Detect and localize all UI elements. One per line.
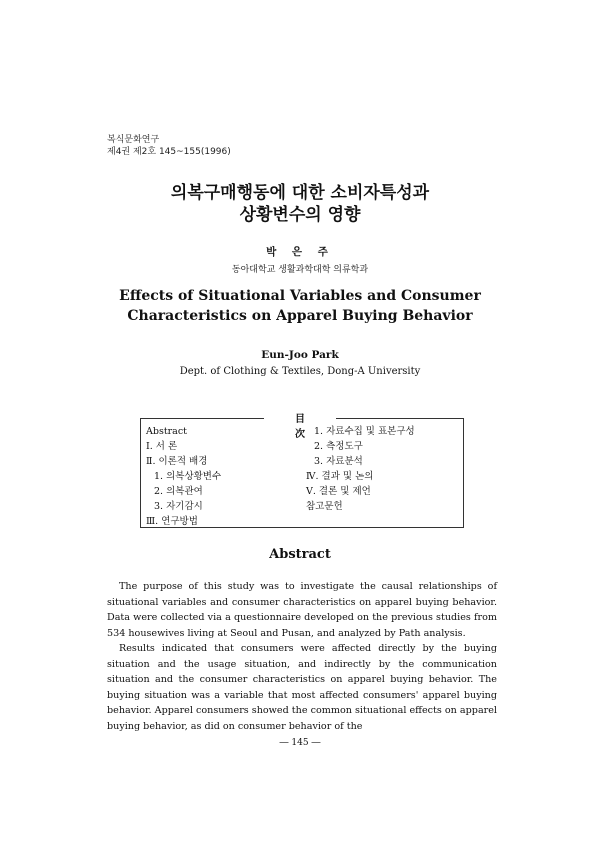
toc-item: Ⅴ. 결론 및 제언 (306, 486, 371, 497)
korean-title-line2: 상황변수의 영향 (239, 205, 361, 225)
english-title-line1: Effects of Situational Variables and Consumer (119, 288, 481, 304)
korean-author: 박 은 주 (266, 246, 334, 258)
toc-right-column (306, 424, 415, 514)
toc-item: 3. 자료분석 (314, 456, 363, 467)
toc-item: Ⅱ. 이론적 배경 (146, 456, 208, 467)
toc-item: 참고문헌 (306, 501, 343, 512)
english-affiliation: Dept. of Clothing & Textiles, Dong-A University (179, 366, 421, 377)
toc-item: Ⅲ. 연구방법 (146, 516, 198, 527)
toc-item: Ⅳ. 결과 및 논의 (306, 471, 374, 482)
abstract-body (107, 579, 497, 734)
toc-item: 2. 의복관여 (154, 486, 203, 497)
english-title-line2: Characteristics on Apparel Buying Behavior (127, 308, 473, 324)
korean-affiliation: 동아대학교 생활과학대학 의류학과 (231, 265, 369, 275)
toc-left-column (146, 424, 221, 529)
abstract-paragraph: The purpose of this study was to investigate the causal relationships of situational variables and consumer characteristics on apparel buying behavior. Data were collected via a questionnaire developed on the previous studies from 534 housewives living at Seoul and Pusan, and analyzed by Path analysis. (107, 581, 497, 639)
toc-label: 目 次 (264, 410, 336, 440)
toc-item: Abstract (146, 426, 187, 437)
abstract-paragraph: Results indicated that consumers were affected directly by the buying situation and the usage situation, and indirectly by the communication situation and the consumer characteristics on apparel buying behavior. The buying situation was a variable that most affected consumers' apparel buying behavior. Apparel consumers showed the common situational effects on apparel buying behavior, as did on consumer behavior of the (107, 643, 497, 732)
english-author: Eun-Joo Park (261, 349, 339, 361)
toc-item: 1. 의복상황변수 (154, 471, 222, 482)
journal-info (107, 134, 231, 158)
toc-item: 3. 자기감시 (154, 501, 203, 512)
toc-item: Ⅰ. 서 론 (146, 441, 178, 452)
abstract-heading: Abstract (269, 547, 331, 562)
korean-title-line1: 의복구매행동에 대한 소비자특성과 (170, 183, 430, 203)
toc-item: 2. 측정도구 (314, 441, 363, 452)
journal-name: 복식문화연구 (107, 135, 160, 145)
journal-issue: 제4권 제2호 145~155(1996) (107, 147, 231, 157)
page-number: ― 145 ― (279, 738, 321, 748)
toc-item: 1. 자료수집 및 표본구성 (314, 426, 415, 437)
